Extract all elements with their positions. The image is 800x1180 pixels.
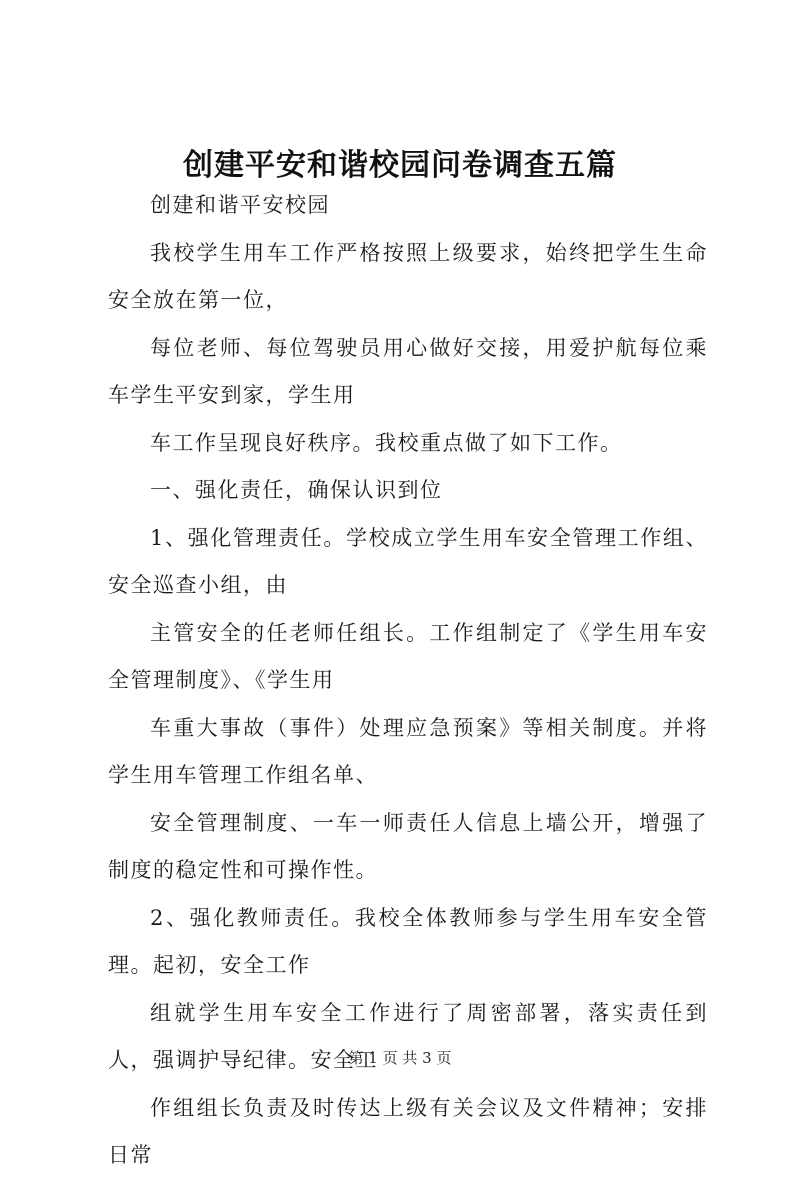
paragraph: 组就学生用车安全工作进行了周密部署，落实责任到人，强调护导纪律。安全工	[108, 1000, 708, 1072]
paragraph: 2、强化教师责任。我校全体教师参与学生用车安全管理。起初，安全工作	[108, 905, 708, 977]
paragraph: 创建和谐平安校园	[150, 193, 330, 217]
page-number-footer: 第 1 页 共 3 页	[348, 1049, 452, 1067]
document-body	[108, 182, 708, 1180]
paragraph: 1、强化管理责任。学校成立学生用车安全管理工作组、安全巡查小组，由	[108, 525, 708, 597]
paragraph: 安全管理制度、一车一师责任人信息上墙公开，增强了制度的稳定性和可操作性。	[108, 810, 708, 882]
paragraph: 车重大事故（事件）处理应急预案》等相关制度。并将学生用车管理工作组名单、	[108, 715, 708, 787]
document-title: 创建平安和谐校园问卷调查五篇	[183, 148, 617, 183]
paragraph: 车工作呈现良好秩序。我校重点做了如下工作。	[150, 430, 623, 455]
paragraph: 我校学生用车工作严格按照上级要求，始终把学生生命安全放在第一位，	[108, 240, 708, 312]
paragraph: 每位老师、每位驾驶员用心做好交接，用爱护航每位乘车学生平安到家，学生用	[108, 335, 708, 407]
paragraph: 一、强化责任，确保认识到位	[150, 478, 443, 502]
paragraph: 主管安全的任老师任组长。工作组制定了《学生用车安全管理制度》、《学生用	[108, 620, 708, 692]
paragraph: 作组组长负责及时传达上级有关会议及文件精神；安排日常	[108, 1095, 708, 1167]
